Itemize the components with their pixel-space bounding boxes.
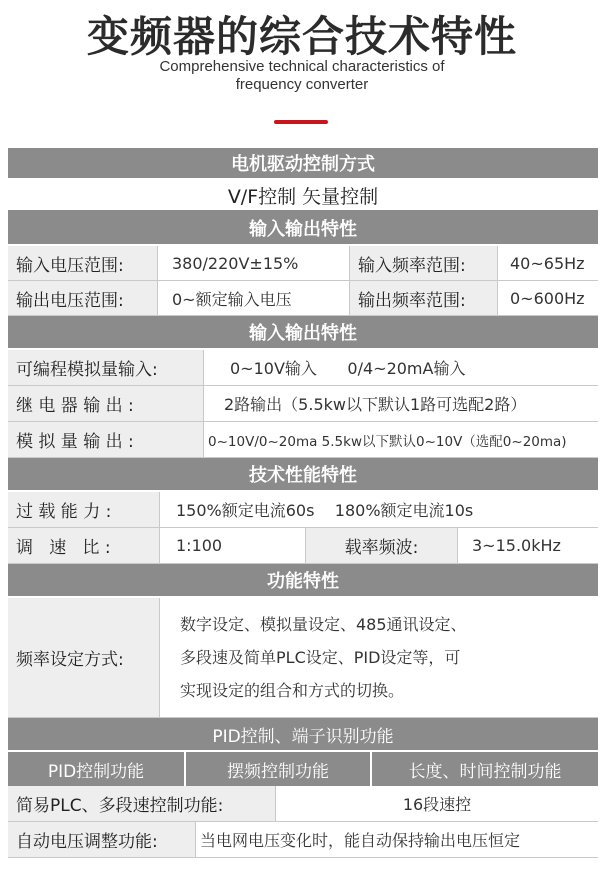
output-frequency-value: 0~600Hz	[498, 281, 598, 316]
plc-multispeed-label: 简易PLC、多段速控制功能:	[8, 786, 276, 822]
input-frequency-label: 输入频率范围:	[350, 246, 498, 281]
table-row	[8, 281, 598, 316]
page-subtitle	[0, 58, 604, 94]
length-time-control-function: 长度、时间控制功能	[372, 752, 598, 786]
relay-output-label: 继 电 器 输 出 :	[8, 386, 204, 422]
table-row	[8, 422, 598, 458]
frequency-setting-line-3: 实现设定的组合和方式的切换。	[180, 681, 405, 700]
page-title: 变频器的综合技术特性	[86, 12, 517, 61]
section-header-pid: PID控制、端子识别功能	[8, 718, 598, 752]
output-voltage-label: 输出电压范围:	[8, 281, 158, 316]
frequency-setting-value	[160, 598, 598, 718]
pid-feature-row	[8, 752, 598, 786]
subtitle-line-1: Comprehensive technical characteristics of	[159, 58, 445, 75]
speed-ratio-label: 调 速 比 :	[8, 528, 160, 564]
table-row	[8, 386, 598, 422]
table-row	[8, 246, 598, 281]
auto-voltage-value: 当电网电压变化时，能自动保持输出电压恒定	[196, 822, 598, 858]
pid-control-function: PID控制功能	[8, 752, 186, 786]
section-header-function: 功能特性	[8, 564, 598, 598]
section-header-tech: 技术性能特性	[8, 458, 598, 492]
spec-table	[8, 148, 598, 856]
section-header-motor-control: 电机驱动控制方式	[8, 148, 598, 180]
analog-output-value: 0~10V/0~20ma 5.5kw以下默认0~10V（选配0~20ma)	[204, 422, 598, 458]
table-row	[8, 822, 598, 858]
accent-bar	[274, 120, 328, 124]
frequency-setting-label: 频率设定方式:	[8, 598, 160, 718]
overload-label: 过 载 能 力 :	[8, 492, 160, 528]
analog-input-value: 0~10V输入 0/4~20mA输入	[204, 350, 598, 386]
section-header-io-1: 输入输出特性	[8, 212, 598, 246]
subtitle-line-2: frequency converter	[235, 76, 369, 93]
table-row	[8, 598, 598, 718]
input-frequency-value: 40~65Hz	[498, 246, 598, 281]
plc-multispeed-value: 16段速控	[276, 786, 598, 822]
swing-frequency-function: 摆频控制功能	[186, 752, 372, 786]
overload-value: 150%额定电流60s 180%额定电流10s	[160, 492, 598, 528]
table-row	[8, 786, 598, 822]
carrier-frequency-value: 3~15.0kHz	[458, 528, 598, 564]
input-voltage-value: 380/220V±15%	[158, 246, 350, 281]
section-header-io-2: 输入输出特性	[8, 316, 598, 350]
carrier-frequency-label: 载率频波:	[306, 528, 458, 564]
table-row	[8, 350, 598, 386]
frequency-setting-line-2: 多段速及简单PLC设定、PID设定等，可	[180, 648, 461, 667]
output-frequency-label: 输出频率范围:	[350, 281, 498, 316]
motor-control-value: V/F控制 矢量控制	[8, 180, 598, 212]
input-voltage-label: 输入电压范围:	[8, 246, 158, 281]
table-row	[8, 492, 598, 528]
auto-voltage-label: 自动电压调整功能:	[8, 822, 196, 858]
output-voltage-value: 0~额定输入电压	[158, 281, 350, 316]
analog-output-label: 模 拟 量 输 出 :	[8, 422, 204, 458]
speed-ratio-value: 1:100	[160, 528, 306, 564]
frequency-setting-line-1: 数字设定、模拟量设定、485通讯设定、	[180, 615, 467, 634]
table-row	[8, 528, 598, 564]
relay-output-value: 2路输出（5.5kw以下默认1路可选配2路）	[204, 386, 598, 422]
analog-input-label: 可编程模拟量输入:	[8, 350, 204, 386]
